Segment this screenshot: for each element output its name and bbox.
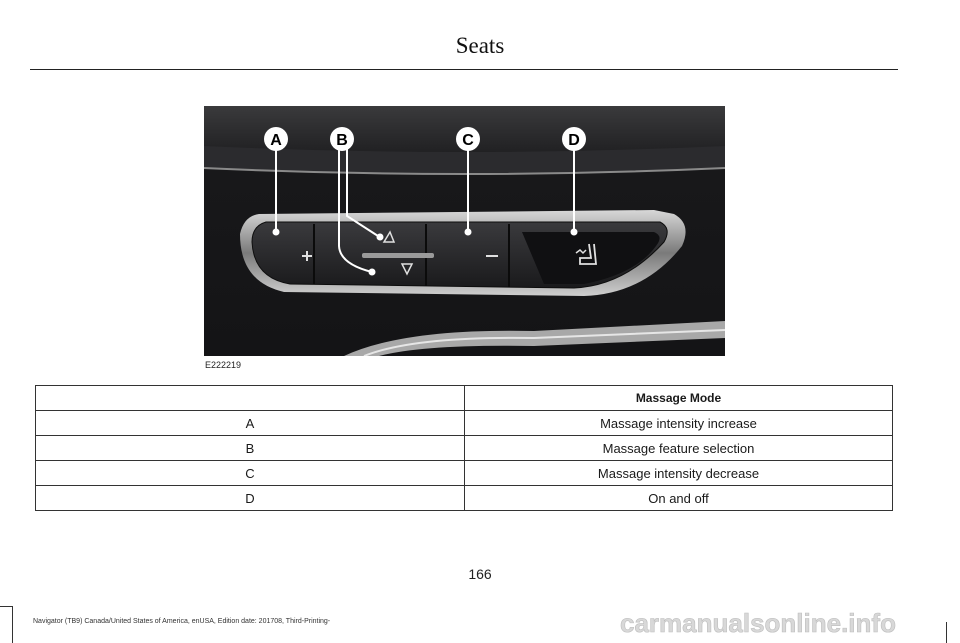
watermark-text: carmanualsonline.info [620, 610, 896, 638]
callout-c-label: C [462, 132, 474, 149]
crop-mark [12, 606, 13, 643]
callout-a-label: A [270, 132, 282, 149]
table-cell-key: C [36, 461, 465, 486]
massage-controls-illustration [204, 106, 725, 356]
table-cell-description: Massage intensity decrease [465, 461, 893, 486]
watermark-logo [620, 610, 950, 640]
table-header-row [36, 386, 893, 411]
table-cell-key: B [36, 436, 465, 461]
massage-controls-figure [204, 106, 725, 356]
table-cell-key: D [36, 486, 465, 511]
callout-d-label: D [568, 132, 580, 149]
crop-mark [946, 622, 947, 643]
table-row [36, 411, 893, 436]
table-header-key [36, 386, 465, 411]
header-rule [30, 69, 898, 70]
table-cell-description: Massage intensity increase [465, 411, 893, 436]
table-row [36, 461, 893, 486]
table-header-description: Massage Mode [465, 386, 893, 411]
table-cell-key: A [36, 411, 465, 436]
figure-code: E222219 [205, 360, 242, 370]
massage-mode-table [35, 385, 893, 511]
edition-footer: Navigator (TB9) Canada/United States of America, enUSA, Edition date: 201708, Third-Printing- [33, 618, 331, 625]
table-cell-description: On and off [465, 486, 893, 511]
callout-b-label: B [336, 132, 348, 149]
table-row [36, 486, 893, 511]
page-title: Seats [455, 33, 505, 58]
table-row [36, 436, 893, 461]
table-cell-description: Massage feature selection [465, 436, 893, 461]
page-number: 166 [468, 566, 492, 582]
crop-mark [0, 606, 12, 607]
